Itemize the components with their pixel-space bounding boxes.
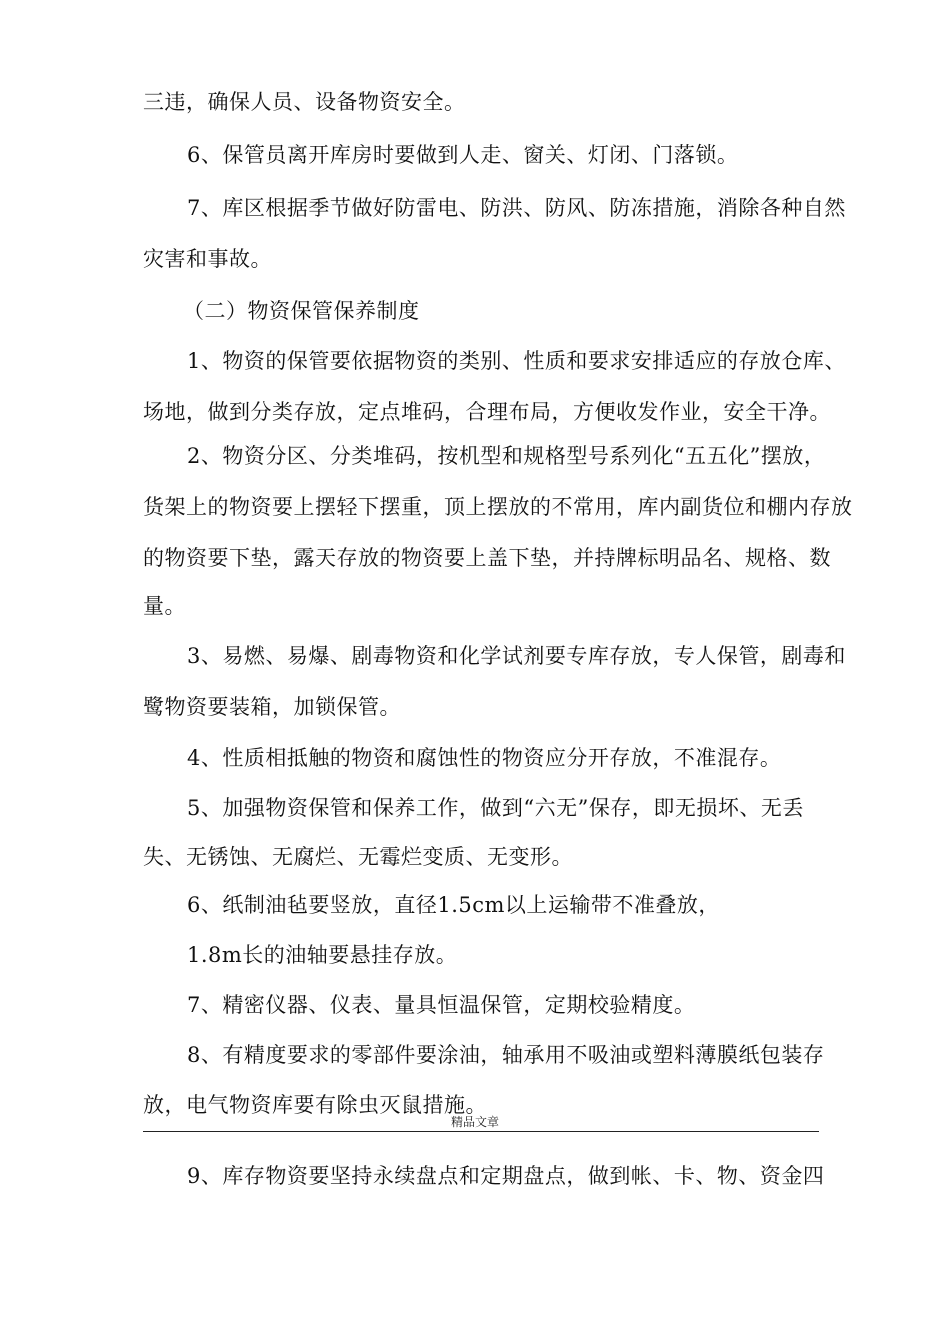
text-line-15: 5、加强物资保管和保养工作，做到“六无”保存，即无损坏、无丢: [187, 796, 804, 820]
section-heading: （二）物资保管保养制度: [183, 299, 420, 323]
text-line-8: 2、物资分区、分类堆码，按机型和规格型号系列化“五五化”摆放，: [187, 444, 826, 468]
text-line-13: 鹭物资要装箱，加锁保管。: [143, 695, 401, 719]
text-line-7: 场地，做到分类存放，定点堆码，合理布局，方便收发作业，安全干净。: [143, 400, 831, 424]
text-line-10: 的物资要下垫，露天存放的物资要上盖下垫，并持牌标明品名、规格、数: [143, 546, 831, 570]
text-line-9: 货架上的物资要上摆轻下摆重，顶上摆放的不常用，库内副货位和棚内存放: [143, 495, 853, 519]
text-line-2: 6、保管员离开库房时要做到人走、窗关、灯闭、门落锁。: [187, 143, 739, 167]
footer-label: 精品文章: [450, 1115, 499, 1129]
text-line-11: 量。: [143, 594, 186, 618]
text-line-1: 三违，确保人员、设备物资安全。: [143, 90, 466, 114]
text-line-22: 9、库存物资要坚持永续盘点和定期盘点，做到帐、卡、物、资金四: [187, 1164, 825, 1188]
text-line-19: 7、精密仪器、仪表、量具恒温保管，定期校验精度。: [187, 993, 696, 1017]
text-line-20: 8、有精度要求的零部件要涂油，轴承用不吸油或塑料薄膜纸包装存: [187, 1043, 825, 1067]
text-line-4: 灾害和事故。: [143, 247, 272, 271]
text-line-12: 3、易燃、易爆、剧毒物资和化学试剂要专库存放，专人保管，剧毒和: [187, 644, 846, 668]
text-line-17: 6、纸制油毡要竖放，直径1.5cm以上运输带不准叠放，: [187, 893, 720, 917]
text-line-6: 1、物资的保管要依据物资的类别、性质和要求安排适应的存放仓库、: [187, 349, 846, 373]
text-line-18: 1.8m长的油轴要悬挂存放。: [187, 943, 458, 967]
text-line-21: 放，电气物资库要有除虫灭鼠措施。: [143, 1093, 487, 1117]
text-line-16: 失、无锈蚀、无腐烂、无霉烂变质、无变形。: [143, 845, 573, 869]
text-line-3: 7、库区根据季节做好防雷电、防洪、防风、防冻措施，消除各种自然: [187, 196, 846, 220]
footer-divider: [143, 1131, 819, 1132]
text-line-14: 4、性质相抵触的物资和腐蚀性的物资应分开存放，不准混存。: [187, 746, 782, 770]
